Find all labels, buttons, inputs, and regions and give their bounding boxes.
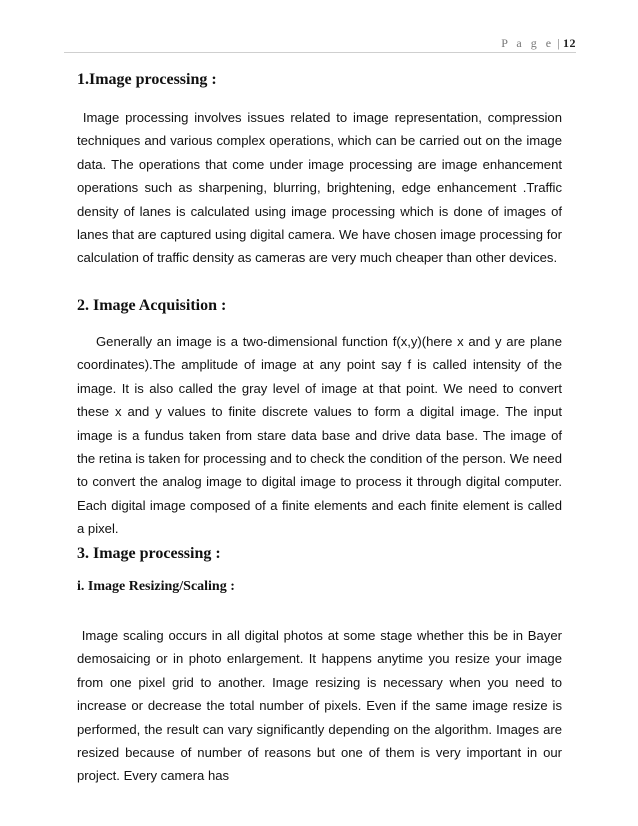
page-number: 12 — [563, 36, 576, 50]
header-rule — [64, 52, 576, 53]
section-3-subheading: i. Image Resizing/Scaling : — [77, 579, 235, 594]
section-1-heading: 1.Image processing : — [77, 71, 217, 88]
page-label: P a g e — [501, 36, 555, 50]
section-1-paragraph: Image processing involves issues related to image representation, compression techniques and various complex operations, which can be carried out on the image data. The operations that come under image processing are image enhancement operations such as sharpening, blurring, brightening, edge enhancement .Traffic density of lanes is calculated using image processing which is done of images of lanes that are captured using digital camera. We have chosen image processing for calculation of traffic density as cameras are very much cheaper than other devices. — [77, 110, 566, 266]
page-header — [501, 36, 576, 51]
section-3-paragraph: Image scaling occurs in all digital photos at some stage whether this be in Bayer demosaicing or in photo enlargement. It happens anytime you resize your image from one pixel grid to another. Image resizing is necessary when you need to increase or decrease the total number of pixels. Even if the same image resize is performed, the result can vary significantly depending on the algorithm. Images are resized because of number of reasons but one of them is very important in our project. Every camera has — [77, 628, 566, 784]
section-3-heading: 3. Image processing : — [77, 545, 221, 562]
section-2-paragraph: Generally an image is a two-dimensional function f(x,y)(here x and y are plane coordinates).The amplitude of image at any point say f is called intensity of the image. It is also called the gray level of image at that point. We need to convert these x and y values to finite discrete values to form a digital image. The input image is a fundus taken from stare data base and drive data base. The image of the retina is taken for processing and to check the condition of the person. We need to convert the analog image to digital image to process it through digital computer. Each digital image composed of a finite elements and each finite element is called a pixel. — [77, 334, 566, 537]
page-separator: | — [557, 36, 560, 50]
section-2-heading: 2. Image Acquisition : — [77, 297, 227, 314]
